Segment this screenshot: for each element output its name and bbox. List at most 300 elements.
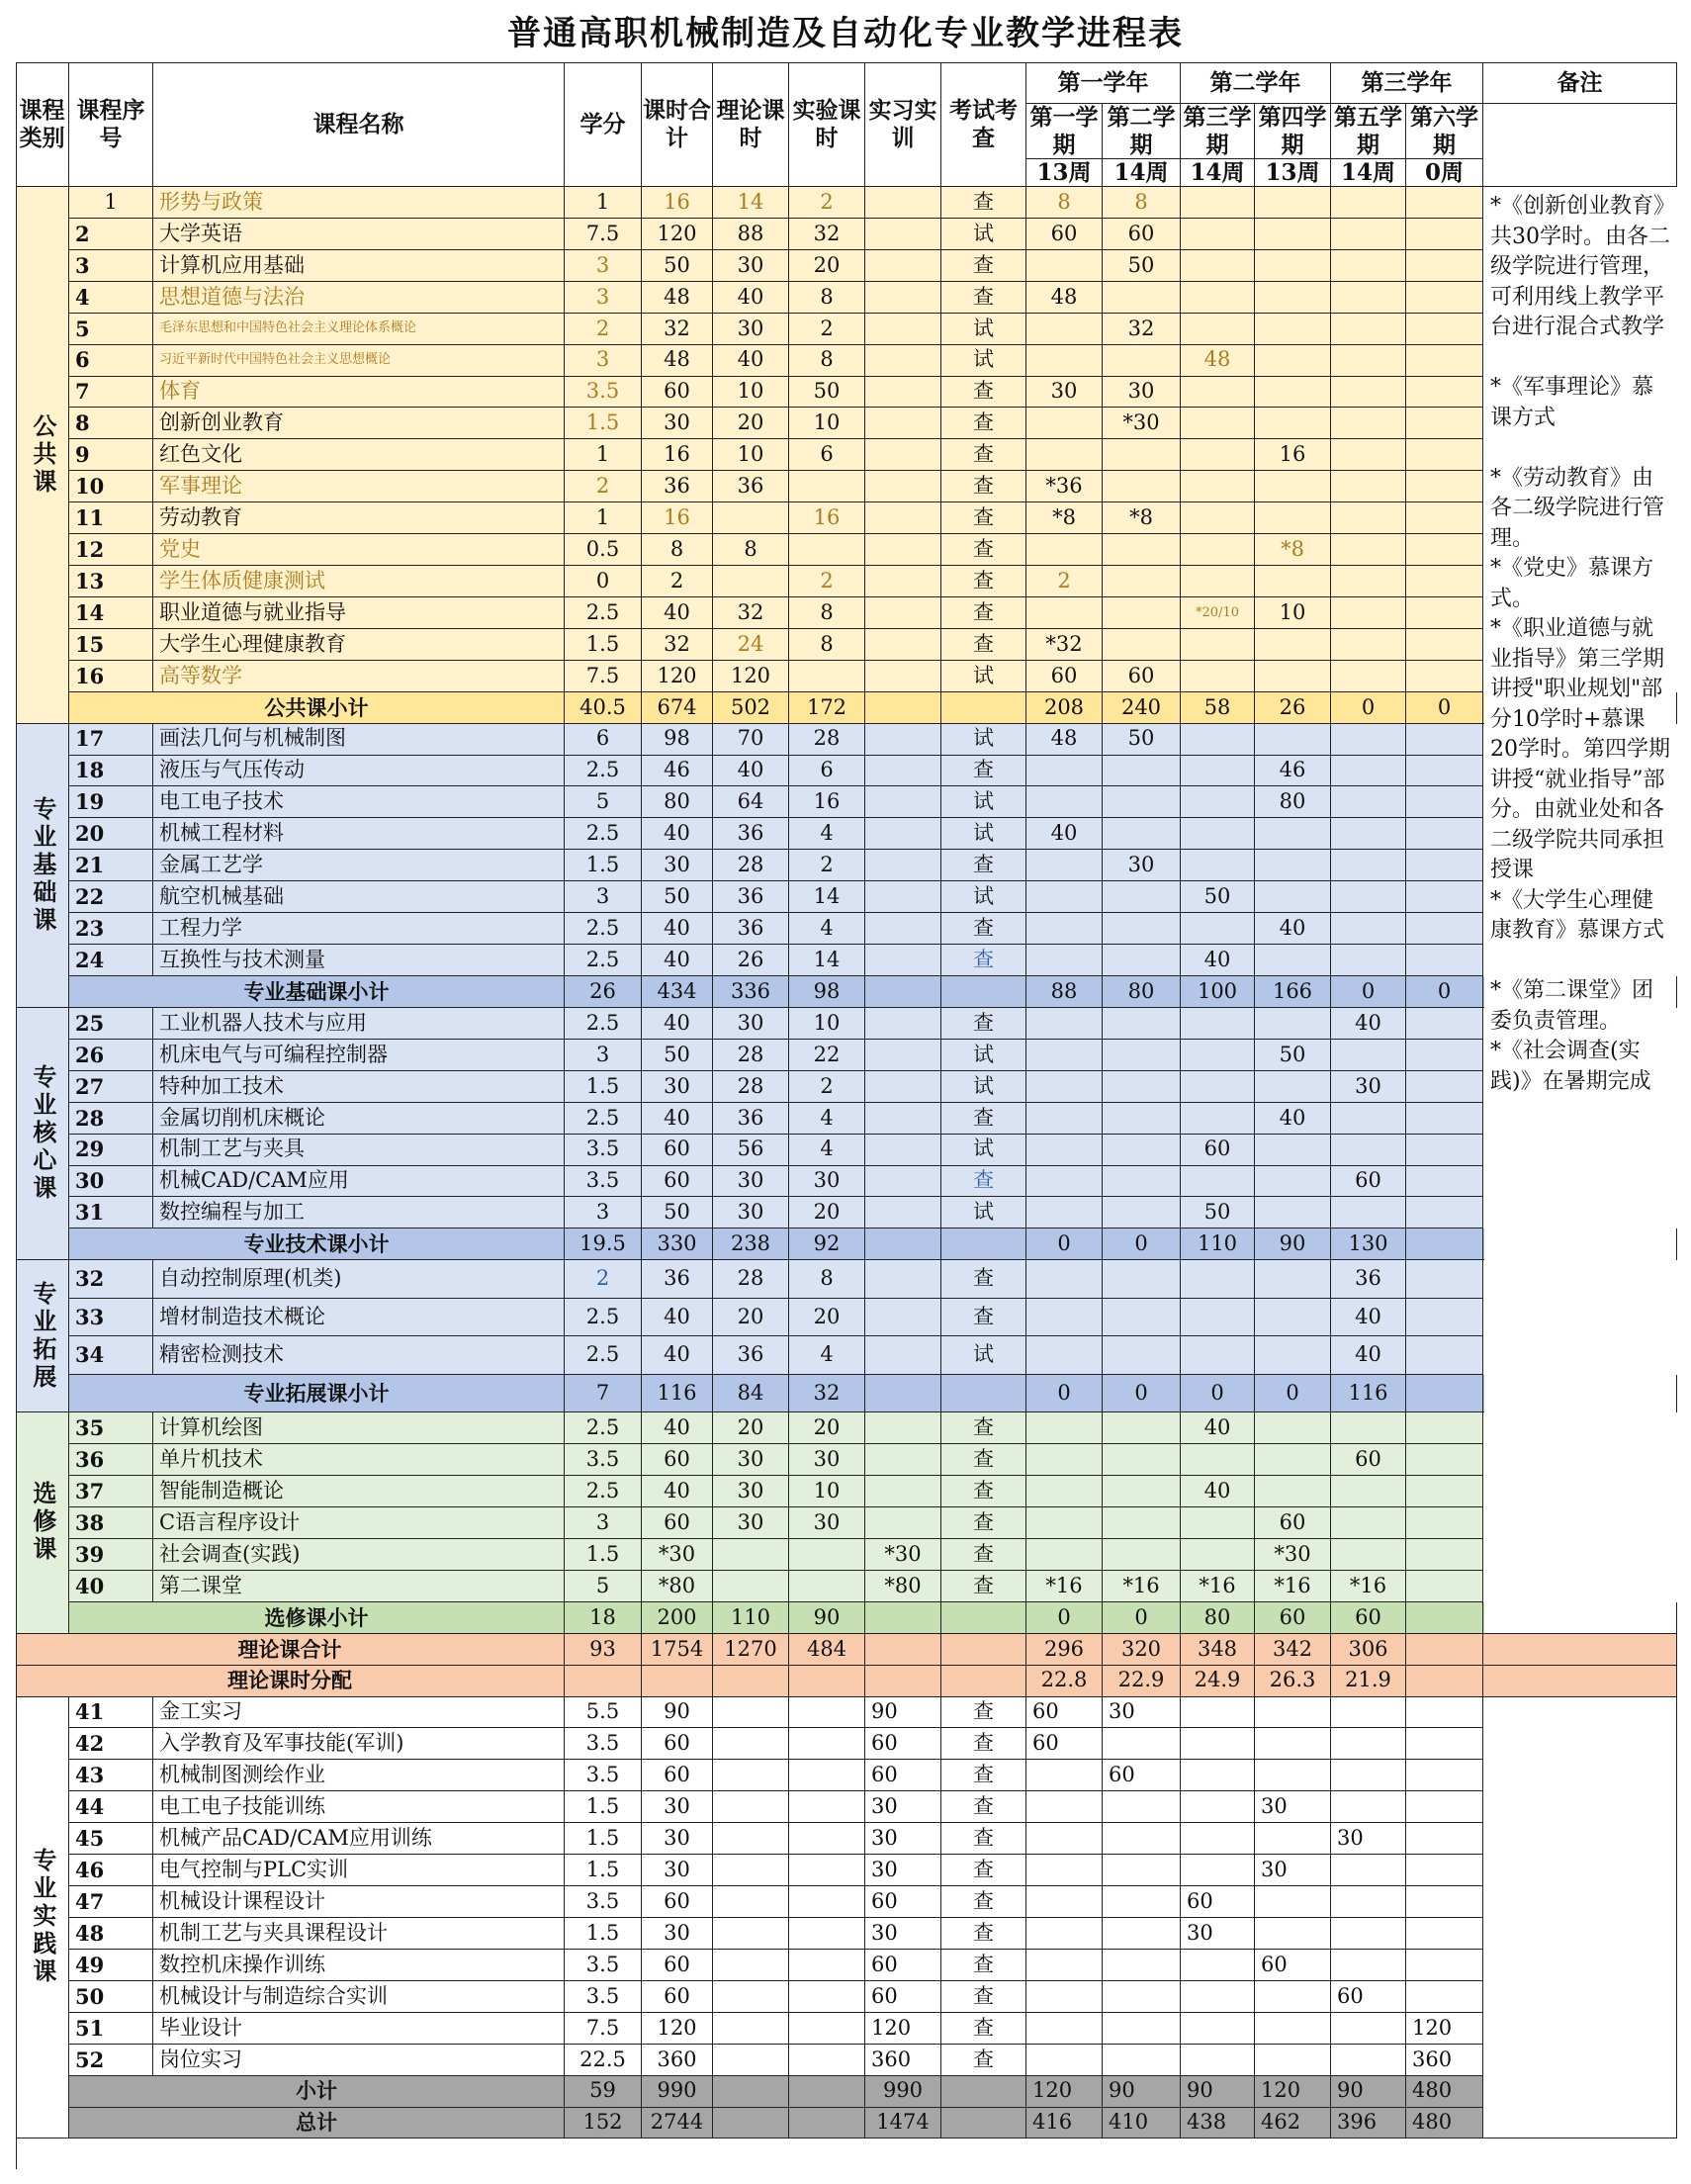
subtotal-cell	[865, 976, 941, 1008]
course-name: 机械制图测绘作业	[153, 1760, 565, 1791]
course-seq: 34	[69, 1336, 153, 1375]
subtotal-cell: 98	[789, 976, 865, 1008]
course-cell	[1331, 881, 1406, 913]
course-cell: 20	[713, 1412, 789, 1444]
course-cell: 30	[642, 1823, 713, 1855]
course-seq: 23	[69, 913, 153, 945]
course-seq: 44	[69, 1791, 153, 1823]
course-cell: 2	[789, 566, 865, 597]
course-cell	[1181, 818, 1255, 850]
course-cell: *8	[1103, 502, 1181, 534]
course-cell	[1181, 850, 1255, 881]
course-cell	[1181, 439, 1255, 471]
course-cell: 查	[941, 1299, 1026, 1337]
course-cell: 查	[941, 377, 1026, 409]
theory_total-label: 理论课合计	[16, 1634, 565, 1666]
header-theory-hours: 理论课时	[713, 62, 789, 187]
course-cell: 2.5	[565, 913, 642, 945]
course-seq: 3	[69, 250, 153, 282]
course-cell	[1026, 1918, 1103, 1950]
course-cell	[1026, 314, 1103, 345]
course-cell: 14	[713, 187, 789, 219]
course-cell	[1331, 534, 1406, 566]
course-cell: 5	[565, 786, 642, 818]
course-cell	[1255, 1135, 1331, 1166]
course-cell	[713, 1886, 789, 1918]
course-cell	[865, 345, 941, 377]
subtotal-label: 公共课小计	[69, 692, 565, 724]
course-cell: 40	[1331, 1336, 1406, 1375]
course-cell	[1026, 439, 1103, 471]
course-cell	[713, 2013, 789, 2045]
course-cell	[1406, 661, 1483, 692]
course-cell: 查	[941, 502, 1026, 534]
course-cell: 30	[713, 1476, 789, 1507]
course-cell	[1026, 756, 1103, 787]
course-cell	[1026, 1981, 1103, 2013]
course-cell	[865, 850, 941, 881]
course-name: 大学英语	[153, 219, 565, 250]
course-cell: 查	[941, 1412, 1026, 1444]
header-year: 第三学年	[1331, 62, 1483, 104]
course-cell: 查	[941, 945, 1026, 976]
course-cell	[1103, 1791, 1181, 1823]
course-cell: 3.5	[565, 1760, 642, 1791]
course-cell: 2.5	[565, 1299, 642, 1337]
course-cell	[1026, 881, 1103, 913]
course-cell: 14	[789, 945, 865, 976]
course-cell	[1255, 1918, 1331, 1950]
course-cell: 30	[1103, 377, 1181, 409]
course-cell	[1331, 1412, 1406, 1444]
subtotal-cell: 336	[713, 976, 789, 1008]
header-category: 课程类别	[16, 62, 69, 187]
course-cell	[1406, 1260, 1483, 1299]
course-cell	[1026, 2013, 1103, 2045]
course-cell	[1026, 1197, 1103, 1228]
grand_total-cell: 438	[1181, 2108, 1255, 2139]
course-cell	[1103, 1260, 1181, 1299]
course-cell: 10	[789, 1008, 865, 1040]
course-cell	[1026, 597, 1103, 629]
course-cell	[1406, 1855, 1483, 1886]
course-cell: 60	[1331, 1166, 1406, 1198]
course-cell: 360	[642, 2045, 713, 2076]
subtotal-cell: 0	[1026, 1375, 1103, 1413]
course-cell: 7.5	[565, 661, 642, 692]
header-lab-hours: 实验课时	[789, 62, 865, 187]
course-cell: 24	[713, 629, 789, 661]
course-cell	[1406, 1697, 1483, 1729]
course-cell: 查	[941, 1166, 1026, 1198]
course-cell	[1406, 1791, 1483, 1823]
course-cell	[1331, 439, 1406, 471]
course-cell: 6	[789, 439, 865, 471]
course-name: 特种加工技术	[153, 1071, 565, 1103]
course-name: 习近平新时代中国特色社会主义思想概论	[153, 345, 565, 377]
course-seq: 50	[69, 1981, 153, 2013]
course-cell: 56	[713, 1135, 789, 1166]
course-cell	[1406, 345, 1483, 377]
course-cell	[865, 439, 941, 471]
subtotal-cell	[865, 1228, 941, 1260]
subtotal-cell: 0	[1026, 1602, 1103, 1634]
course-cell: 60	[1103, 661, 1181, 692]
course-cell: 3.5	[565, 1981, 642, 2013]
course-cell: 30	[789, 1444, 865, 1476]
course-cell	[1103, 1444, 1181, 1476]
course-cell	[789, 1728, 865, 1760]
course-seq: 1	[69, 187, 153, 219]
theory_total-cell: 1754	[642, 1634, 713, 1666]
course-cell	[1103, 1728, 1181, 1760]
course-seq: 37	[69, 1476, 153, 1507]
subtotal-cell: 200	[642, 1602, 713, 1634]
subtotal-cell: 80	[1181, 1602, 1255, 1634]
course-name: 岗位实习	[153, 2045, 565, 2076]
grand_total-cell: 462	[1255, 2108, 1331, 2139]
course-cell	[713, 1981, 789, 2013]
header-year: 第一学年	[1026, 62, 1181, 104]
course-cell	[1026, 408, 1103, 439]
subtotal-cell: 116	[1331, 1375, 1406, 1413]
course-cell: 查	[941, 534, 1026, 566]
course-name: 自动控制原理(机类)	[153, 1260, 565, 1299]
course-cell	[1255, 1886, 1331, 1918]
course-cell: 30	[1255, 1791, 1331, 1823]
course-cell	[865, 724, 941, 756]
course-cell: 查	[941, 1476, 1026, 1507]
course-cell	[1331, 2045, 1406, 2076]
course-cell: 40	[713, 282, 789, 314]
course-cell	[789, 2013, 865, 2045]
course-cell: 50	[789, 377, 865, 409]
course-name: 电工电子技术	[153, 786, 565, 818]
course-cell: 3	[565, 282, 642, 314]
subtotal-cell: 110	[1181, 1228, 1255, 1260]
course-cell: *20/10	[1181, 597, 1255, 629]
course-cell	[1026, 1476, 1103, 1507]
course-cell: 16	[1255, 439, 1331, 471]
course-seq: 39	[69, 1539, 153, 1571]
course-cell: 2.5	[565, 1476, 642, 1507]
subtotal-cell: 166	[1255, 976, 1331, 1008]
course-cell: 60	[642, 1981, 713, 2013]
course-cell	[1331, 2013, 1406, 2045]
header-exam: 考试考查	[941, 62, 1026, 187]
course-cell	[1331, 250, 1406, 282]
course-cell: 28	[789, 724, 865, 756]
course-cell	[1026, 250, 1103, 282]
course-cell	[1026, 1299, 1103, 1337]
course-cell	[1255, 1760, 1331, 1791]
course-cell: 60	[1026, 219, 1103, 250]
course-cell	[865, 534, 941, 566]
course-cell: 360	[865, 2045, 941, 2076]
course-cell: 48	[642, 282, 713, 314]
course-cell: 4	[789, 818, 865, 850]
course-cell: 试	[941, 818, 1026, 850]
course-cell	[713, 1791, 789, 1823]
course-cell: 48	[642, 345, 713, 377]
course-cell	[1406, 1476, 1483, 1507]
course-cell: 30	[1103, 850, 1181, 881]
course-cell: *36	[1026, 471, 1103, 502]
course-cell	[789, 1697, 865, 1729]
course-cell	[1331, 408, 1406, 439]
course-cell: 60	[642, 1166, 713, 1198]
course-cell: 22.5	[565, 2045, 642, 2076]
course-cell	[1103, 439, 1181, 471]
course-name: 画法几何与机械制图	[153, 724, 565, 756]
theory_total-cell: 484	[789, 1634, 865, 1666]
grand_total-cell: 152	[565, 2108, 642, 2139]
course-cell: 30	[865, 1823, 941, 1855]
course-cell: 查	[941, 1008, 1026, 1040]
course-cell: 36	[713, 471, 789, 502]
subtotal-cell: 26	[1255, 692, 1331, 724]
course-name: 军事理论	[153, 471, 565, 502]
course-cell: 查	[941, 1950, 1026, 1981]
course-cell	[789, 1981, 865, 2013]
header-remarks: 备注	[1483, 62, 1677, 104]
course-cell	[1026, 1791, 1103, 1823]
course-cell: 3.5	[565, 1166, 642, 1198]
course-cell: 2.5	[565, 756, 642, 787]
course-cell	[1406, 1760, 1483, 1791]
course-cell: 试	[941, 1197, 1026, 1228]
course-cell	[865, 629, 941, 661]
course-cell	[1331, 1135, 1406, 1166]
course-cell	[713, 566, 789, 597]
course-cell: 60	[642, 1760, 713, 1791]
course-cell	[1406, 282, 1483, 314]
subtotal-cell: 19.5	[565, 1228, 642, 1260]
course-name: 金工实习	[153, 1697, 565, 1729]
course-cell	[1331, 629, 1406, 661]
course-cell: 30	[713, 250, 789, 282]
course-cell: 20	[789, 1412, 865, 1444]
course-cell	[1255, 187, 1331, 219]
course-cell	[1255, 1197, 1331, 1228]
course-cell	[1181, 502, 1255, 534]
course-cell	[789, 1539, 865, 1571]
course-cell	[1255, 250, 1331, 282]
course-cell	[865, 1197, 941, 1228]
course-cell: 60	[865, 1950, 941, 1981]
course-cell	[1026, 345, 1103, 377]
course-cell	[1406, 1950, 1483, 1981]
course-cell: 1.5	[565, 1791, 642, 1823]
course-cell	[789, 1886, 865, 1918]
header-weeks: 14周	[1331, 159, 1406, 187]
course-cell	[1406, 1412, 1483, 1444]
course-cell: 查	[941, 1571, 1026, 1602]
course-name: 机械设计与制造综合实训	[153, 1981, 565, 2013]
course-cell	[1181, 377, 1255, 409]
course-cell	[1181, 1040, 1255, 1071]
subtotal-cell: 0	[1406, 976, 1483, 1008]
subtotal-label: 专业拓展课小计	[69, 1375, 565, 1413]
course-cell	[713, 1950, 789, 1981]
course-cell	[865, 408, 941, 439]
course-cell: 32	[642, 629, 713, 661]
grand_total-cell	[941, 2108, 1026, 2139]
course-cell	[1026, 1336, 1103, 1375]
course-cell	[1103, 1071, 1181, 1103]
course-cell	[1331, 913, 1406, 945]
course-seq: 30	[69, 1166, 153, 1198]
course-cell: *30	[1103, 408, 1181, 439]
theory_total-cell: 342	[1255, 1634, 1331, 1666]
course-cell: 30	[789, 1507, 865, 1539]
course-cell: 3.5	[565, 1950, 642, 1981]
course-cell: 20	[713, 408, 789, 439]
grand_total-cell: 416	[1026, 2108, 1103, 2139]
header-weeks: 14周	[1181, 159, 1255, 187]
course-cell	[1406, 314, 1483, 345]
course-cell	[1103, 1135, 1181, 1166]
subtotal-cell: 0	[1103, 1375, 1181, 1413]
subtotal-cell: 0	[1331, 692, 1406, 724]
course-cell	[1255, 1260, 1331, 1299]
course-cell: *16	[1181, 1571, 1255, 1602]
course-cell	[1181, 408, 1255, 439]
course-seq: 31	[69, 1197, 153, 1228]
course-cell	[1103, 945, 1181, 976]
course-cell	[1026, 1412, 1103, 1444]
course-cell: 8	[789, 597, 865, 629]
theory_total-cell	[1406, 1634, 1483, 1666]
course-cell: 30	[642, 850, 713, 881]
course-cell	[1026, 1260, 1103, 1299]
course-cell: 3.5	[565, 1728, 642, 1760]
course-name: 数控编程与加工	[153, 1197, 565, 1228]
course-cell: 60	[865, 1981, 941, 2013]
course-name: 金属工艺学	[153, 850, 565, 881]
theory_dist-cell: 21.9	[1331, 1666, 1406, 1697]
course-cell: 2.5	[565, 1412, 642, 1444]
course-cell	[865, 661, 941, 692]
theory_dist-cell	[1406, 1666, 1483, 1697]
course-cell	[1181, 786, 1255, 818]
course-cell	[1181, 282, 1255, 314]
subtotal-cell	[941, 1375, 1026, 1413]
course-cell: 60	[1181, 1135, 1255, 1166]
course-cell	[1406, 913, 1483, 945]
course-cell: 查	[941, 1918, 1026, 1950]
course-cell	[713, 1918, 789, 1950]
course-cell	[1331, 756, 1406, 787]
course-cell	[1026, 1040, 1103, 1071]
course-cell	[1406, 1444, 1483, 1476]
course-cell	[1406, 408, 1483, 439]
theory_total-cell	[941, 1634, 1026, 1666]
course-cell: 2.5	[565, 597, 642, 629]
course-cell: 查	[941, 1823, 1026, 1855]
course-cell	[1406, 945, 1483, 976]
course-cell: 查	[941, 282, 1026, 314]
course-cell: 1.5	[565, 850, 642, 881]
course-cell	[1331, 566, 1406, 597]
course-cell	[865, 597, 941, 629]
course-name: 入学教育及军事技能(军训)	[153, 1728, 565, 1760]
course-cell: 1.5	[565, 1918, 642, 1950]
course-seq: 26	[69, 1040, 153, 1071]
course-cell	[1103, 1950, 1181, 1981]
course-cell	[865, 1336, 941, 1375]
subtotal-cell: 130	[1331, 1228, 1406, 1260]
header-semester: 第三学期	[1181, 104, 1255, 159]
course-name: 工业机器人技术与应用	[153, 1008, 565, 1040]
course-cell	[1026, 534, 1103, 566]
course-cell	[865, 187, 941, 219]
course-cell: 试	[941, 661, 1026, 692]
remarks-notes: *《创新创业教育》共30学时。由各二级学院进行管理，可利用线上教学平台进行混合式教学 *《军事理论》慕课方式 *《劳动教育》由各二级学院进行管理。 *《党史》慕课方式。 *《职业道德与就业指导》第三学期讲授"职业规划"部分10学时+慕课20学时。第四学期讲授“就业指导”部分。由就业处和各二级学院共同承担授课 *《大学生心理健康教育》慕课方式 *《第二课堂》团委负责管理。 *《社会调查(实践)》在暑期完成	[1484, 188, 1676, 1633]
subtotal-cell: 18	[565, 1602, 642, 1634]
subtotal-label: 专业基础课小计	[69, 976, 565, 1008]
course-cell	[1255, 345, 1331, 377]
course-cell: 1.5	[565, 1823, 642, 1855]
course-cell: 3.5	[565, 1444, 642, 1476]
course-cell: 3.5	[565, 1886, 642, 1918]
course-cell	[1181, 661, 1255, 692]
course-cell: 30	[1331, 1071, 1406, 1103]
subtotal-cell: 32	[789, 1375, 865, 1413]
theory_dist-cell	[642, 1666, 713, 1697]
course-cell	[1255, 818, 1331, 850]
course-cell: 查	[941, 439, 1026, 471]
course-cell	[1103, 1412, 1181, 1444]
course-cell: 40	[1181, 1412, 1255, 1444]
course-cell: *32	[1026, 629, 1103, 661]
course-cell	[1181, 724, 1255, 756]
course-cell	[789, 1950, 865, 1981]
course-name: 计算机绘图	[153, 1412, 565, 1444]
course-cell: 8	[1026, 187, 1103, 219]
course-cell: 2	[565, 1260, 642, 1299]
course-cell: 28	[713, 1071, 789, 1103]
course-cell	[1181, 187, 1255, 219]
course-cell	[1406, 1071, 1483, 1103]
course-cell: 30	[865, 1918, 941, 1950]
course-cell	[1181, 2013, 1255, 2045]
course-cell: 40	[642, 1336, 713, 1375]
course-cell: 60	[642, 1135, 713, 1166]
course-cell: 试	[941, 881, 1026, 913]
grand_total-cell: 410	[1103, 2108, 1181, 2139]
subtotal-label: 选修课小计	[69, 1602, 565, 1634]
course-cell: 50	[642, 1040, 713, 1071]
section-label: 专业核心课	[16, 1008, 69, 1260]
course-cell: *30	[642, 1539, 713, 1571]
course-cell	[865, 1299, 941, 1337]
theory_total-cell: 93	[565, 1634, 642, 1666]
course-cell: 36	[713, 818, 789, 850]
course-cell: 60	[865, 1760, 941, 1791]
course-cell	[1026, 1539, 1103, 1571]
course-cell: 查	[941, 1539, 1026, 1571]
course-cell: 试	[941, 1336, 1026, 1375]
course-name: 机械设计课程设计	[153, 1886, 565, 1918]
course-seq: 15	[69, 629, 153, 661]
course-cell: 试	[941, 724, 1026, 756]
course-cell	[1103, 1918, 1181, 1950]
course-cell	[1026, 1950, 1103, 1981]
practice_subtotal-cell	[941, 2076, 1026, 2108]
course-cell: *16	[1103, 1571, 1181, 1602]
section-label: 专业实践课	[16, 1697, 69, 2139]
